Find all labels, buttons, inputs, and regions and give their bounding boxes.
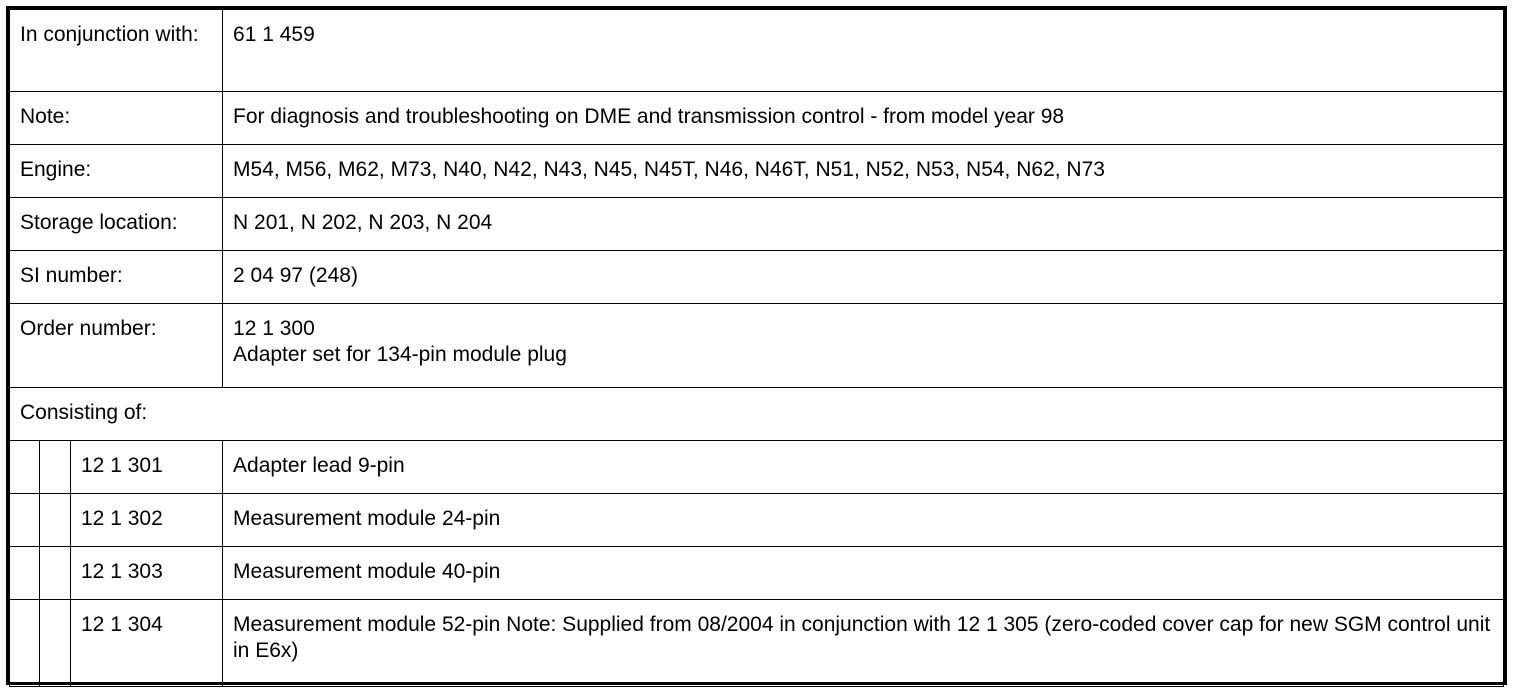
- consisting-of-heading: Consisting of:: [10, 388, 1504, 441]
- value-si-number: 2 04 97 (248): [223, 251, 1504, 304]
- indent-cell: [10, 600, 40, 687]
- component-description: Measurement module 24-pin: [223, 494, 1504, 547]
- table-row-component: [10, 494, 1504, 547]
- table-row-storage-location: [10, 198, 1504, 251]
- table-row-component: [10, 441, 1504, 494]
- tool-specification-table: [9, 9, 1504, 687]
- indent-cell: [40, 441, 71, 494]
- label-storage-location: Storage location:: [10, 198, 223, 251]
- component-number: 12 1 304: [71, 600, 223, 687]
- table-row-component: [10, 600, 1504, 687]
- table-row-in-conjunction: [10, 10, 1504, 92]
- value-note: For diagnosis and troubleshooting on DME and transmission control - from model year 98: [223, 92, 1504, 145]
- component-description: Measurement module 40-pin: [223, 547, 1504, 600]
- table-row-note: [10, 92, 1504, 145]
- indent-cell: [10, 441, 40, 494]
- value-storage-location: N 201, N 202, N 203, N 204: [223, 198, 1504, 251]
- label-note: Note:: [10, 92, 223, 145]
- label-engine: Engine:: [10, 145, 223, 198]
- component-description: Measurement module 52-pin Note: Supplied from 08/2004 in conjunction with 12 1 305 (zero-coded cover cap for new SGM control unit in E6x): [223, 600, 1504, 687]
- indent-cell: [10, 494, 40, 547]
- label-order-number: Order number:: [10, 304, 223, 388]
- indent-cell: [40, 600, 71, 687]
- component-number: 12 1 301: [71, 441, 223, 494]
- value-engine: M54, M56, M62, M73, N40, N42, N43, N45, N45T, N46, N46T, N51, N52, N53, N54, N62, N73: [223, 145, 1504, 198]
- table-row-si-number: [10, 251, 1504, 304]
- value-order-number: 12 1 300 Adapter set for 134-pin module plug: [223, 304, 1504, 388]
- table-row-component: [10, 547, 1504, 600]
- table-row-consisting-of: [10, 388, 1504, 441]
- table-row-engine: [10, 145, 1504, 198]
- table-row-order-number: [10, 304, 1504, 388]
- value-in-conjunction: 61 1 459: [223, 10, 1504, 92]
- label-si-number: SI number:: [10, 251, 223, 304]
- label-in-conjunction: In conjunction with:: [10, 10, 223, 92]
- indent-cell: [40, 494, 71, 547]
- component-number: 12 1 303: [71, 547, 223, 600]
- indent-cell: [40, 547, 71, 600]
- indent-cell: [10, 547, 40, 600]
- tool-specification-sheet: [6, 6, 1507, 685]
- component-number: 12 1 302: [71, 494, 223, 547]
- component-description: Adapter lead 9-pin: [223, 441, 1504, 494]
